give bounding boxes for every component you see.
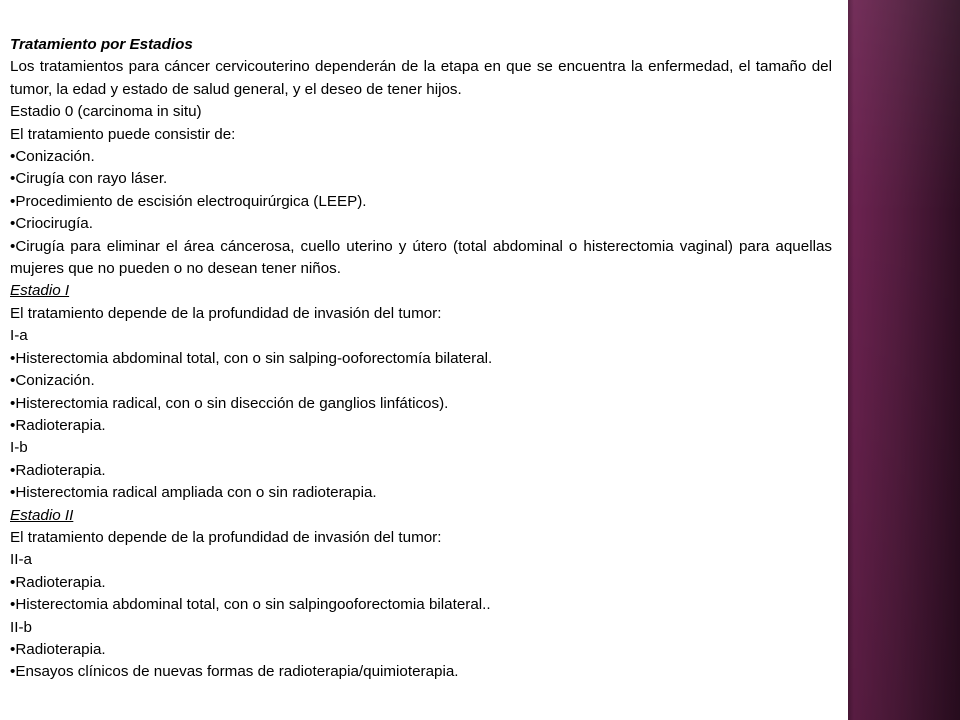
bullet-item: •Radioterapia. bbox=[10, 640, 106, 658]
slide-text-body bbox=[10, 34, 832, 684]
stage-0-heading: Estadio 0 (carcinoma in situ) bbox=[10, 103, 202, 121]
substage-label: I-a bbox=[10, 327, 28, 345]
bullet-item: •Histerectomia abdominal total, con o sin salpingooforectomia bilateral.. bbox=[10, 596, 491, 614]
bullet-item: •Cirugía para eliminar el área cáncerosa, cuello uterino y útero (total abdominal o histerectomia vaginal) para aquellas mujeres que no pueden o no desean tener niños. bbox=[10, 237, 832, 278]
stage-0-intro: El tratamiento puede consistir de: bbox=[10, 125, 236, 143]
bullet-item: •Histerectomia radical, con o sin disección de ganglios linfáticos). bbox=[10, 394, 449, 412]
bullet-item: •Criocirugía. bbox=[10, 215, 93, 233]
stage-1-heading: Estadio I bbox=[10, 282, 70, 300]
bullet-item: •Procedimiento de escisión electroquirúrgica (LEEP). bbox=[10, 192, 367, 210]
decorative-side-panel bbox=[848, 0, 960, 720]
bullet-item: •Ensayos clínicos de nuevas formas de radioterapia/quimioterapia. bbox=[10, 663, 459, 681]
bullet-item: •Cirugía con rayo láser. bbox=[10, 170, 168, 188]
bullet-item: •Radioterapia. bbox=[10, 461, 106, 479]
section-title: Tratamiento por Estadios bbox=[10, 36, 193, 53]
bullet-item: •Histerectomia abdominal total, con o sin salping-ooforectomía bilateral. bbox=[10, 349, 493, 367]
bullet-item: •Radioterapia. bbox=[10, 573, 106, 591]
intro-paragraph: Los tratamientos para cáncer cervicouterino dependerán de la etapa en que se encuentra la enfermedad, el tamaño del tumor, la edad y estado de salud general, y el deseo de tener hijos. bbox=[10, 58, 832, 98]
stage-1-intro: El tratamiento depende de la profundidad de invasión del tumor: bbox=[10, 304, 442, 322]
substage-label: I-b bbox=[10, 439, 28, 457]
substage-label: II-a bbox=[10, 551, 32, 569]
stage-2-intro: El tratamiento depende de la profundidad de invasión del tumor: bbox=[10, 528, 442, 546]
bullet-item: •Conización. bbox=[10, 372, 95, 390]
bullet-item: •Conización. bbox=[10, 148, 95, 166]
substage-label: II-b bbox=[10, 618, 32, 636]
stage-2-heading: Estadio II bbox=[10, 506, 74, 524]
bullet-item: •Histerectomia radical ampliada con o sin radioterapia. bbox=[10, 484, 377, 502]
bullet-item: •Radioterapia. bbox=[10, 416, 106, 434]
